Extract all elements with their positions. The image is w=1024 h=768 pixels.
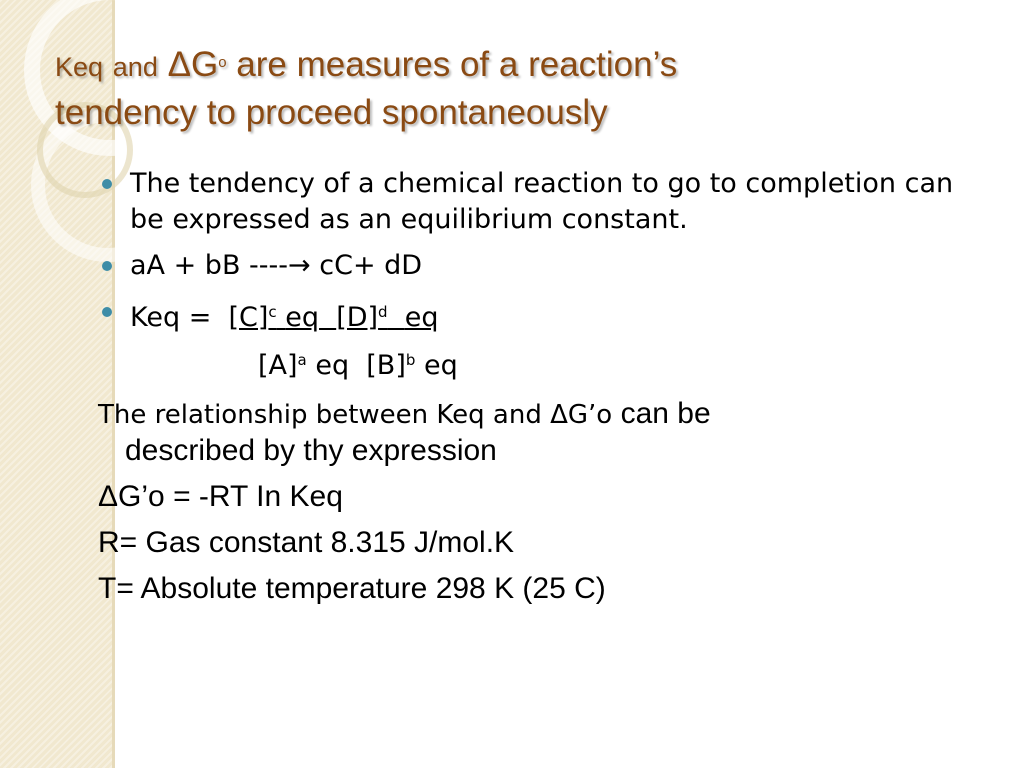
bullet-text: The tendency of a chemical reaction to go to completion can be expressed as an equilibrium constant.	[130, 168, 954, 235]
relationship-text-small: The relationship between Keq and ΔG’o	[98, 400, 613, 430]
reaction-products: cC+ dD	[319, 250, 423, 281]
temperature-line: T= Absolute temperature 298 K (25 C)	[98, 572, 606, 605]
title-and: and	[112, 52, 158, 82]
title-delta-g-sup: o	[218, 54, 227, 71]
slide-body	[98, 166, 978, 617]
gibbs-equation	[98, 479, 978, 515]
bullet-dot-icon	[102, 307, 112, 317]
relationship-text-big: can be	[620, 397, 711, 430]
bullet-item-keq	[98, 294, 978, 336]
bullet-item	[98, 166, 978, 238]
bullet-dot-icon	[102, 179, 112, 189]
gibbs-rest: = -RT In Keq	[173, 480, 343, 513]
right-arrow-icon: →	[288, 250, 311, 281]
keq-label: Keq =	[130, 302, 212, 333]
title-keq: Keq	[55, 52, 104, 82]
gas-constant-line: R= Gas constant 8.315 J/mol.K	[98, 526, 515, 559]
bullet-item-reaction	[98, 248, 978, 284]
slide-title	[55, 40, 955, 136]
bullet-dot-icon	[102, 261, 112, 271]
title-delta-g: ΔG	[167, 45, 219, 84]
keq-denominator: $[A]^a$ eq $[B]^b$ eq	[258, 350, 458, 381]
title-line2: tendency to proceed spontaneously	[55, 93, 608, 132]
gibbs-delta: ΔG’o	[98, 480, 165, 513]
reaction-reactants: aA + bB ----	[130, 250, 289, 281]
keq-numerator: $[C]^c$ eq $[D]^d$ eq	[228, 302, 439, 333]
relationship-line2: described by thy expression	[125, 434, 497, 467]
title-rest: are measures of a reaction’s	[236, 45, 678, 84]
relationship-paragraph	[98, 396, 978, 469]
